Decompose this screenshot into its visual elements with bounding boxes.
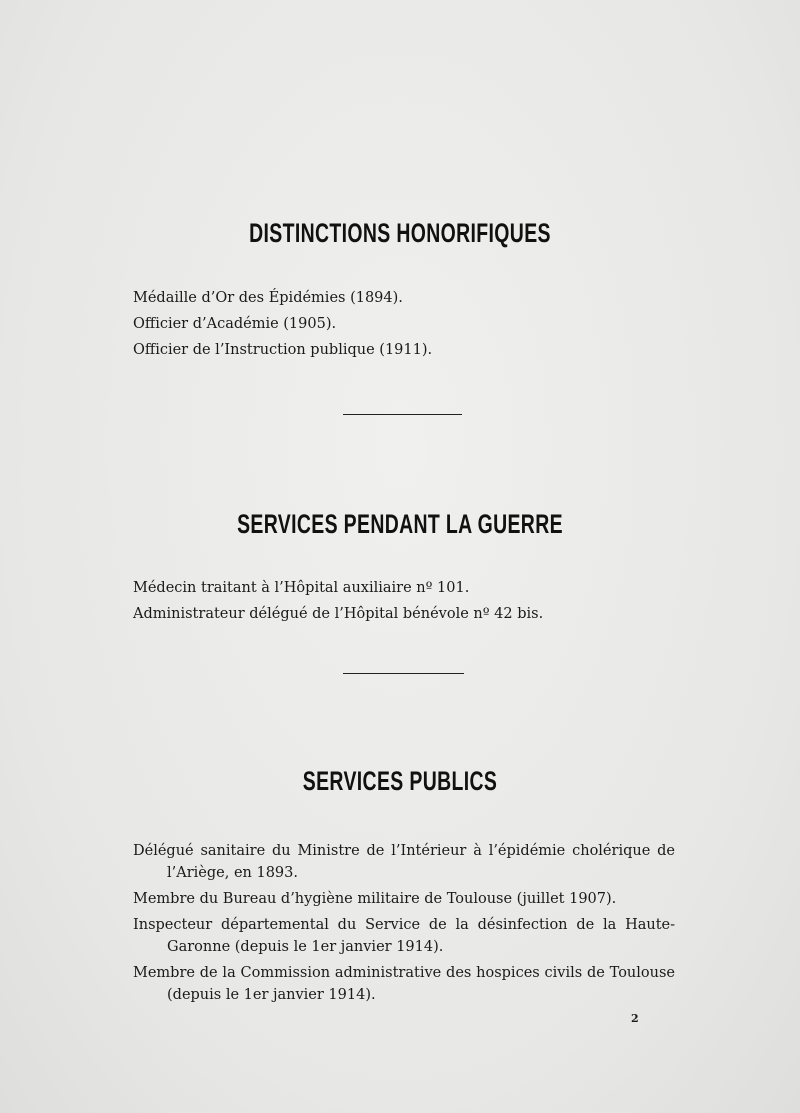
guerre-item: Médecin traitant à l’Hôpital auxiliaire nº 101.: [133, 580, 470, 596]
distinctions-item: Officier d’Académie (1905).: [133, 316, 337, 332]
section-divider: [343, 673, 464, 674]
publics-item: Membre de la Commission administrative des hospices civils de Toulouse (depuis le 1er janvier 1914).: [133, 965, 675, 1003]
publics-item: Membre du Bureau d’hygiène militaire de Toulouse (juillet 1907).: [133, 891, 617, 907]
page-number: 2: [631, 1012, 639, 1025]
publics-item: Inspecteur départemental du Service de la désinfection de la Haute-Garonne (depuis le 1er janvier 1914).: [133, 917, 675, 955]
distinctions-item: Officier de l’Instruction publique (1911).: [133, 342, 433, 358]
publics-item: Délégué sanitaire du Ministre de l’Intérieur à l’épidémie cholérique de l’Ariège, en 1893.: [133, 843, 675, 881]
distinctions-heading: DISTINCTIONS HONORIFIQUES: [249, 218, 551, 248]
guerre-list: [133, 575, 678, 627]
distinctions-list: [133, 285, 678, 363]
distinctions-item: Médaille d’Or des Épidémies (1894).: [133, 290, 403, 306]
section-divider: [343, 414, 462, 415]
guerre-item: Administrateur délégué de l’Hôpital bénévole nº 42 bis.: [133, 606, 544, 622]
publics-heading: SERVICES PUBLICS: [302, 766, 498, 796]
publics-list: [133, 840, 675, 1010]
guerre-heading: SERVICES PENDANT LA GUERRE: [237, 509, 563, 539]
